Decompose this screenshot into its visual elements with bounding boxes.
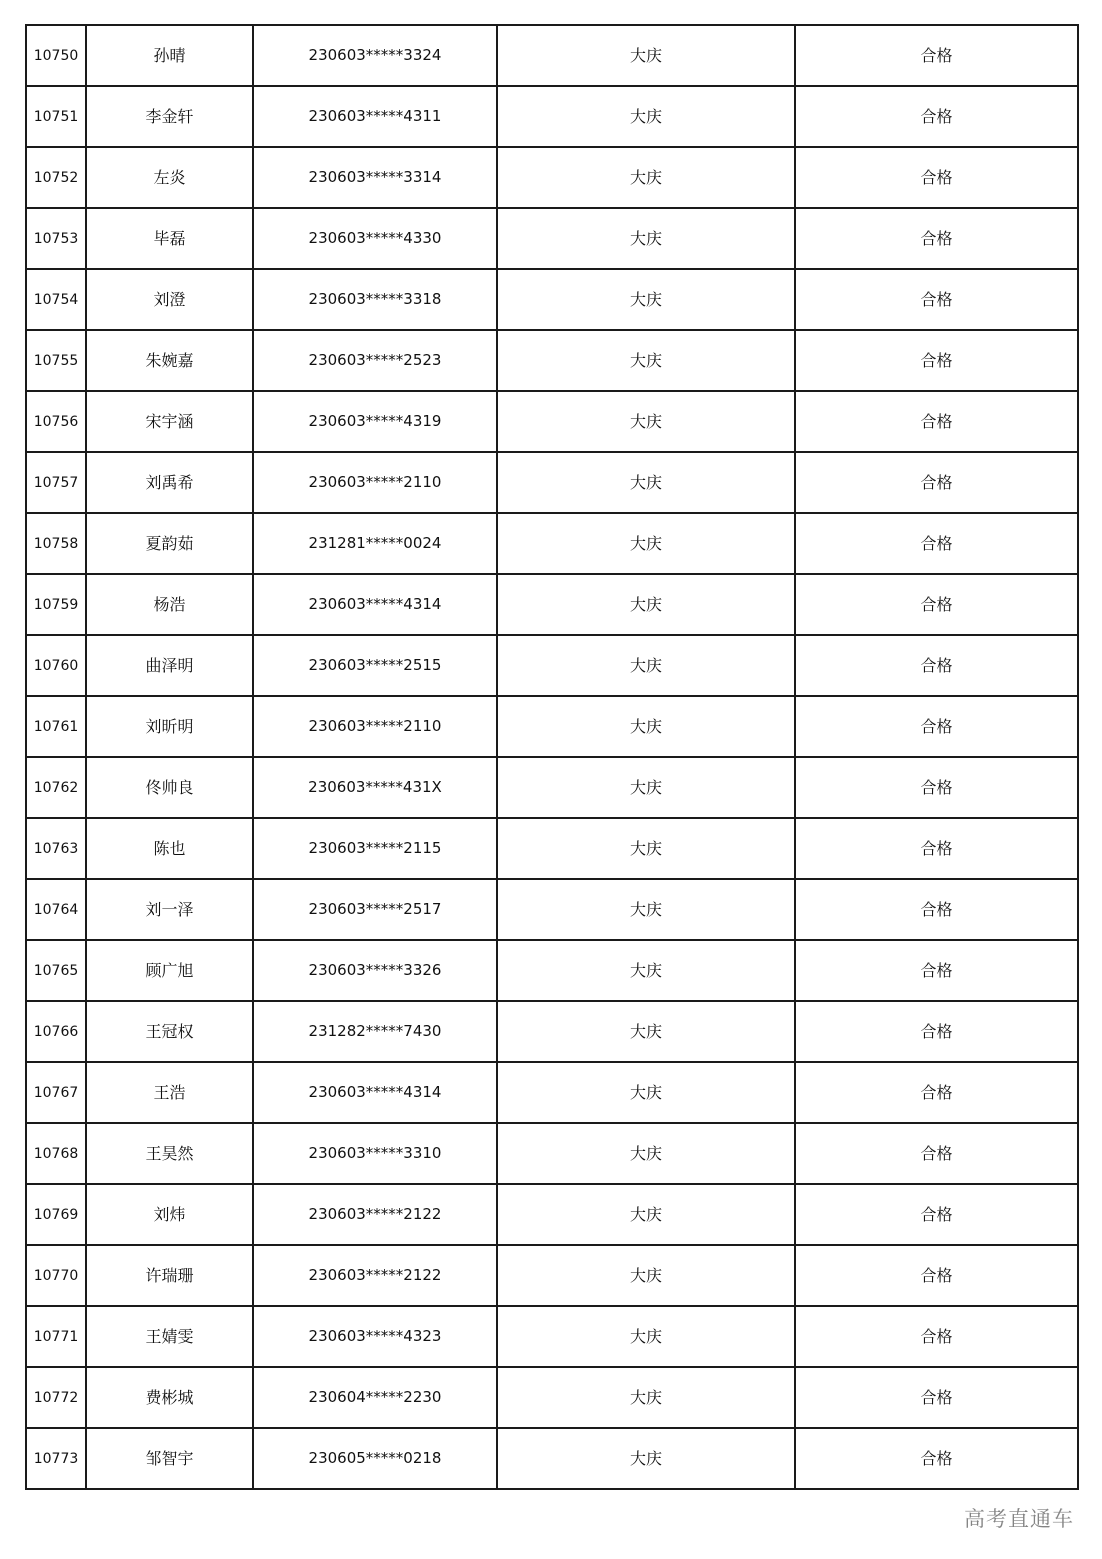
cell-city: 大庆 <box>497 757 795 818</box>
table-row <box>26 940 1078 1001</box>
table-row <box>26 879 1078 940</box>
cell-result: 合格 <box>795 269 1078 330</box>
cell-city: 大庆 <box>497 1001 795 1062</box>
table-row <box>26 1001 1078 1062</box>
cell-id-number: 230603*****2122 <box>253 1184 497 1245</box>
table-row <box>26 269 1078 330</box>
cell-name: 夏韵茹 <box>86 513 253 574</box>
cell-number: 10765 <box>26 940 86 1001</box>
cell-result: 合格 <box>795 757 1078 818</box>
table-row <box>26 1245 1078 1306</box>
table-row <box>26 1367 1078 1428</box>
cell-city: 大庆 <box>497 269 795 330</box>
cell-number: 10757 <box>26 452 86 513</box>
cell-number: 10773 <box>26 1428 86 1489</box>
cell-result: 合格 <box>795 696 1078 757</box>
cell-id-number: 230603*****2110 <box>253 452 497 513</box>
cell-id-number: 230603*****2110 <box>253 696 497 757</box>
table-row <box>26 452 1078 513</box>
table-row <box>26 147 1078 208</box>
cell-id-number: 230603*****2515 <box>253 635 497 696</box>
cell-city: 大庆 <box>497 86 795 147</box>
cell-name: 孙晴 <box>86 25 253 86</box>
cell-name: 王昊然 <box>86 1123 253 1184</box>
cell-name: 杨浩 <box>86 574 253 635</box>
cell-name: 刘澄 <box>86 269 253 330</box>
table-row <box>26 635 1078 696</box>
cell-city: 大庆 <box>497 940 795 1001</box>
cell-number: 10769 <box>26 1184 86 1245</box>
cell-result: 合格 <box>795 879 1078 940</box>
cell-name: 刘昕明 <box>86 696 253 757</box>
cell-city: 大庆 <box>497 330 795 391</box>
cell-name: 刘一泽 <box>86 879 253 940</box>
table-row <box>26 25 1078 86</box>
cell-name: 王婧雯 <box>86 1306 253 1367</box>
cell-number: 10752 <box>26 147 86 208</box>
cell-id-number: 231281*****0024 <box>253 513 497 574</box>
table-row <box>26 513 1078 574</box>
cell-name: 顾广旭 <box>86 940 253 1001</box>
cell-result: 合格 <box>795 1428 1078 1489</box>
cell-result: 合格 <box>795 1062 1078 1123</box>
cell-city: 大庆 <box>497 452 795 513</box>
cell-result: 合格 <box>795 635 1078 696</box>
cell-result: 合格 <box>795 25 1078 86</box>
cell-result: 合格 <box>795 1123 1078 1184</box>
table-row <box>26 1123 1078 1184</box>
cell-id-number: 230603*****2115 <box>253 818 497 879</box>
results-table-body <box>26 25 1078 1489</box>
cell-name: 毕磊 <box>86 208 253 269</box>
cell-number: 10763 <box>26 818 86 879</box>
cell-number: 10760 <box>26 635 86 696</box>
cell-city: 大庆 <box>497 696 795 757</box>
cell-id-number: 230603*****3310 <box>253 1123 497 1184</box>
cell-city: 大庆 <box>497 147 795 208</box>
cell-id-number: 230603*****3326 <box>253 940 497 1001</box>
cell-result: 合格 <box>795 1245 1078 1306</box>
cell-city: 大庆 <box>497 1367 795 1428</box>
cell-id-number: 230603*****4319 <box>253 391 497 452</box>
cell-id-number: 230605*****0218 <box>253 1428 497 1489</box>
cell-name: 邹智宇 <box>86 1428 253 1489</box>
cell-name: 费彬城 <box>86 1367 253 1428</box>
cell-city: 大庆 <box>497 1184 795 1245</box>
cell-city: 大庆 <box>497 1245 795 1306</box>
cell-id-number: 230603*****3318 <box>253 269 497 330</box>
cell-name: 曲泽明 <box>86 635 253 696</box>
cell-number: 10761 <box>26 696 86 757</box>
cell-id-number: 230603*****2523 <box>253 330 497 391</box>
table-row <box>26 574 1078 635</box>
cell-id-number: 230603*****3324 <box>253 25 497 86</box>
watermark-text: 高考直通车 <box>964 1507 1074 1531</box>
cell-number: 10754 <box>26 269 86 330</box>
cell-number: 10762 <box>26 757 86 818</box>
cell-name: 佟帅良 <box>86 757 253 818</box>
cell-city: 大庆 <box>497 635 795 696</box>
cell-name: 陈也 <box>86 818 253 879</box>
cell-result: 合格 <box>795 208 1078 269</box>
cell-city: 大庆 <box>497 1062 795 1123</box>
cell-id-number: 230603*****4314 <box>253 574 497 635</box>
table-row <box>26 86 1078 147</box>
cell-number: 10764 <box>26 879 86 940</box>
cell-name: 刘禹希 <box>86 452 253 513</box>
cell-result: 合格 <box>795 1306 1078 1367</box>
cell-city: 大庆 <box>497 391 795 452</box>
cell-name: 王冠权 <box>86 1001 253 1062</box>
cell-result: 合格 <box>795 574 1078 635</box>
table-row <box>26 330 1078 391</box>
cell-result: 合格 <box>795 147 1078 208</box>
cell-result: 合格 <box>795 391 1078 452</box>
results-table <box>25 24 1079 1490</box>
table-row <box>26 757 1078 818</box>
table-row <box>26 1428 1078 1489</box>
cell-id-number: 230603*****2517 <box>253 879 497 940</box>
cell-result: 合格 <box>795 1184 1078 1245</box>
cell-city: 大庆 <box>497 1123 795 1184</box>
table-row <box>26 391 1078 452</box>
cell-id-number: 230603*****3314 <box>253 147 497 208</box>
cell-result: 合格 <box>795 330 1078 391</box>
cell-name: 李金轩 <box>86 86 253 147</box>
cell-number: 10768 <box>26 1123 86 1184</box>
cell-city: 大庆 <box>497 208 795 269</box>
cell-city: 大庆 <box>497 574 795 635</box>
cell-id-number: 230603*****2122 <box>253 1245 497 1306</box>
cell-city: 大庆 <box>497 513 795 574</box>
cell-id-number: 230603*****4330 <box>253 208 497 269</box>
cell-result: 合格 <box>795 86 1078 147</box>
cell-id-number: 230603*****4311 <box>253 86 497 147</box>
cell-number: 10767 <box>26 1062 86 1123</box>
table-row <box>26 208 1078 269</box>
cell-number: 10751 <box>26 86 86 147</box>
cell-id-number: 230604*****2230 <box>253 1367 497 1428</box>
cell-number: 10750 <box>26 25 86 86</box>
table-row <box>26 1184 1078 1245</box>
cell-number: 10756 <box>26 391 86 452</box>
cell-city: 大庆 <box>497 879 795 940</box>
cell-city: 大庆 <box>497 1428 795 1489</box>
cell-name: 左炎 <box>86 147 253 208</box>
cell-number: 10759 <box>26 574 86 635</box>
cell-name: 刘炜 <box>86 1184 253 1245</box>
cell-result: 合格 <box>795 1367 1078 1428</box>
cell-result: 合格 <box>795 452 1078 513</box>
cell-result: 合格 <box>795 818 1078 879</box>
cell-id-number: 231282*****7430 <box>253 1001 497 1062</box>
cell-number: 10766 <box>26 1001 86 1062</box>
table-row <box>26 1062 1078 1123</box>
cell-city: 大庆 <box>497 25 795 86</box>
cell-result: 合格 <box>795 940 1078 1001</box>
cell-name: 朱婉嘉 <box>86 330 253 391</box>
cell-id-number: 230603*****4323 <box>253 1306 497 1367</box>
cell-name: 宋宇涵 <box>86 391 253 452</box>
table-row <box>26 696 1078 757</box>
table-row <box>26 1306 1078 1367</box>
cell-number: 10755 <box>26 330 86 391</box>
cell-number: 10772 <box>26 1367 86 1428</box>
cell-city: 大庆 <box>497 1306 795 1367</box>
cell-number: 10753 <box>26 208 86 269</box>
table-row <box>26 818 1078 879</box>
cell-id-number: 230603*****431X <box>253 757 497 818</box>
cell-result: 合格 <box>795 513 1078 574</box>
cell-number: 10758 <box>26 513 86 574</box>
cell-name: 王浩 <box>86 1062 253 1123</box>
cell-number: 10770 <box>26 1245 86 1306</box>
cell-id-number: 230603*****4314 <box>253 1062 497 1123</box>
cell-result: 合格 <box>795 1001 1078 1062</box>
cell-name: 许瑞珊 <box>86 1245 253 1306</box>
cell-city: 大庆 <box>497 818 795 879</box>
cell-number: 10771 <box>26 1306 86 1367</box>
